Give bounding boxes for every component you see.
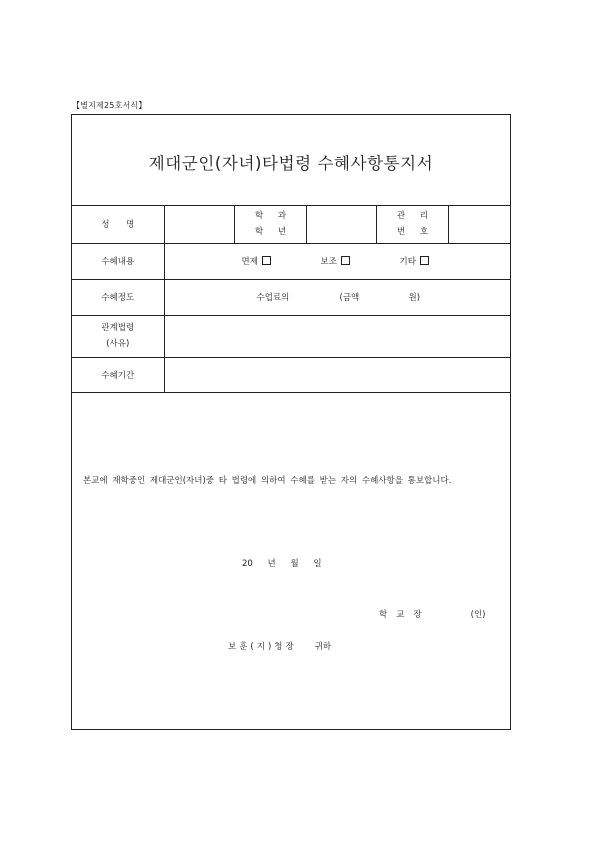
number-label: 번 호 (396, 226, 435, 237)
option-other-label: 기타 (399, 257, 416, 267)
dept-grade-label (234, 205, 306, 243)
name-value[interactable] (164, 205, 234, 243)
related-law-value[interactable] (164, 315, 510, 357)
info-table (72, 205, 510, 393)
addressee-title: 보훈(지)청장 (228, 642, 297, 652)
benefit-level-value[interactable] (164, 279, 510, 315)
dept-label: 학 과 (254, 210, 293, 221)
mgmt-no-value[interactable] (448, 205, 510, 243)
checkbox-exemption[interactable] (262, 256, 271, 265)
related-law-label (72, 315, 164, 357)
issue-date (242, 557, 322, 569)
date-year: 년 (267, 559, 276, 569)
option-support-label: 보조 (320, 257, 337, 267)
mgmt-label: 관 리 (396, 210, 435, 221)
option-exemption[interactable] (242, 255, 271, 267)
dept-grade-value[interactable] (306, 205, 376, 243)
option-support[interactable] (321, 255, 350, 267)
row-student (72, 205, 510, 243)
row-benefit-period (72, 357, 510, 392)
benefit-level-label: 수혜정도 (72, 279, 164, 315)
notice-text: 본교에 재학중인 제대군인(자녀)중 타 법령에 의하여 수혜를 받는 자의 수혜사항을 통보합니다. (83, 476, 452, 486)
notice-form (71, 114, 511, 730)
form-title: 제대군인(자녀)타법령 수혜사항통지서 (148, 154, 434, 173)
date-month: 월 (290, 559, 299, 569)
benefit-period-value[interactable] (164, 357, 510, 392)
signature-line (379, 608, 485, 620)
related-law-label-line1: 관계법령 (101, 323, 135, 333)
benefit-content-label: 수혜내용 (72, 243, 164, 279)
principal-title: 학교장 (379, 610, 431, 620)
addressee-line (228, 640, 331, 652)
mgmt-no-label (376, 205, 448, 243)
related-law-label-line2: (사유) (106, 339, 130, 349)
checkbox-support[interactable] (341, 256, 350, 265)
row-related-law (72, 315, 510, 357)
row-benefit-level (72, 279, 510, 315)
checkbox-other[interactable] (420, 256, 429, 265)
form-code: 【별지제25호서식】 (72, 101, 147, 110)
benefit-options (164, 243, 510, 279)
row-benefit-content (72, 243, 510, 279)
honorific: 귀하 (314, 642, 332, 652)
seal-mark: (인) (470, 610, 486, 620)
option-other[interactable] (400, 255, 429, 267)
title-box (72, 115, 510, 206)
amount-suffix: 원) (408, 293, 421, 303)
tuition-label: 수업료의 (256, 293, 290, 303)
date-day: 일 (313, 559, 322, 569)
name-label: 성 명 (72, 205, 164, 243)
benefit-period-label: 수혜기간 (72, 357, 164, 392)
amount-prefix: (금액 (339, 293, 360, 303)
notice-body (72, 396, 510, 729)
date-year-prefix: 20 (242, 559, 253, 569)
grade-label: 학 년 (254, 226, 293, 237)
option-exemption-label: 면제 (241, 257, 258, 267)
